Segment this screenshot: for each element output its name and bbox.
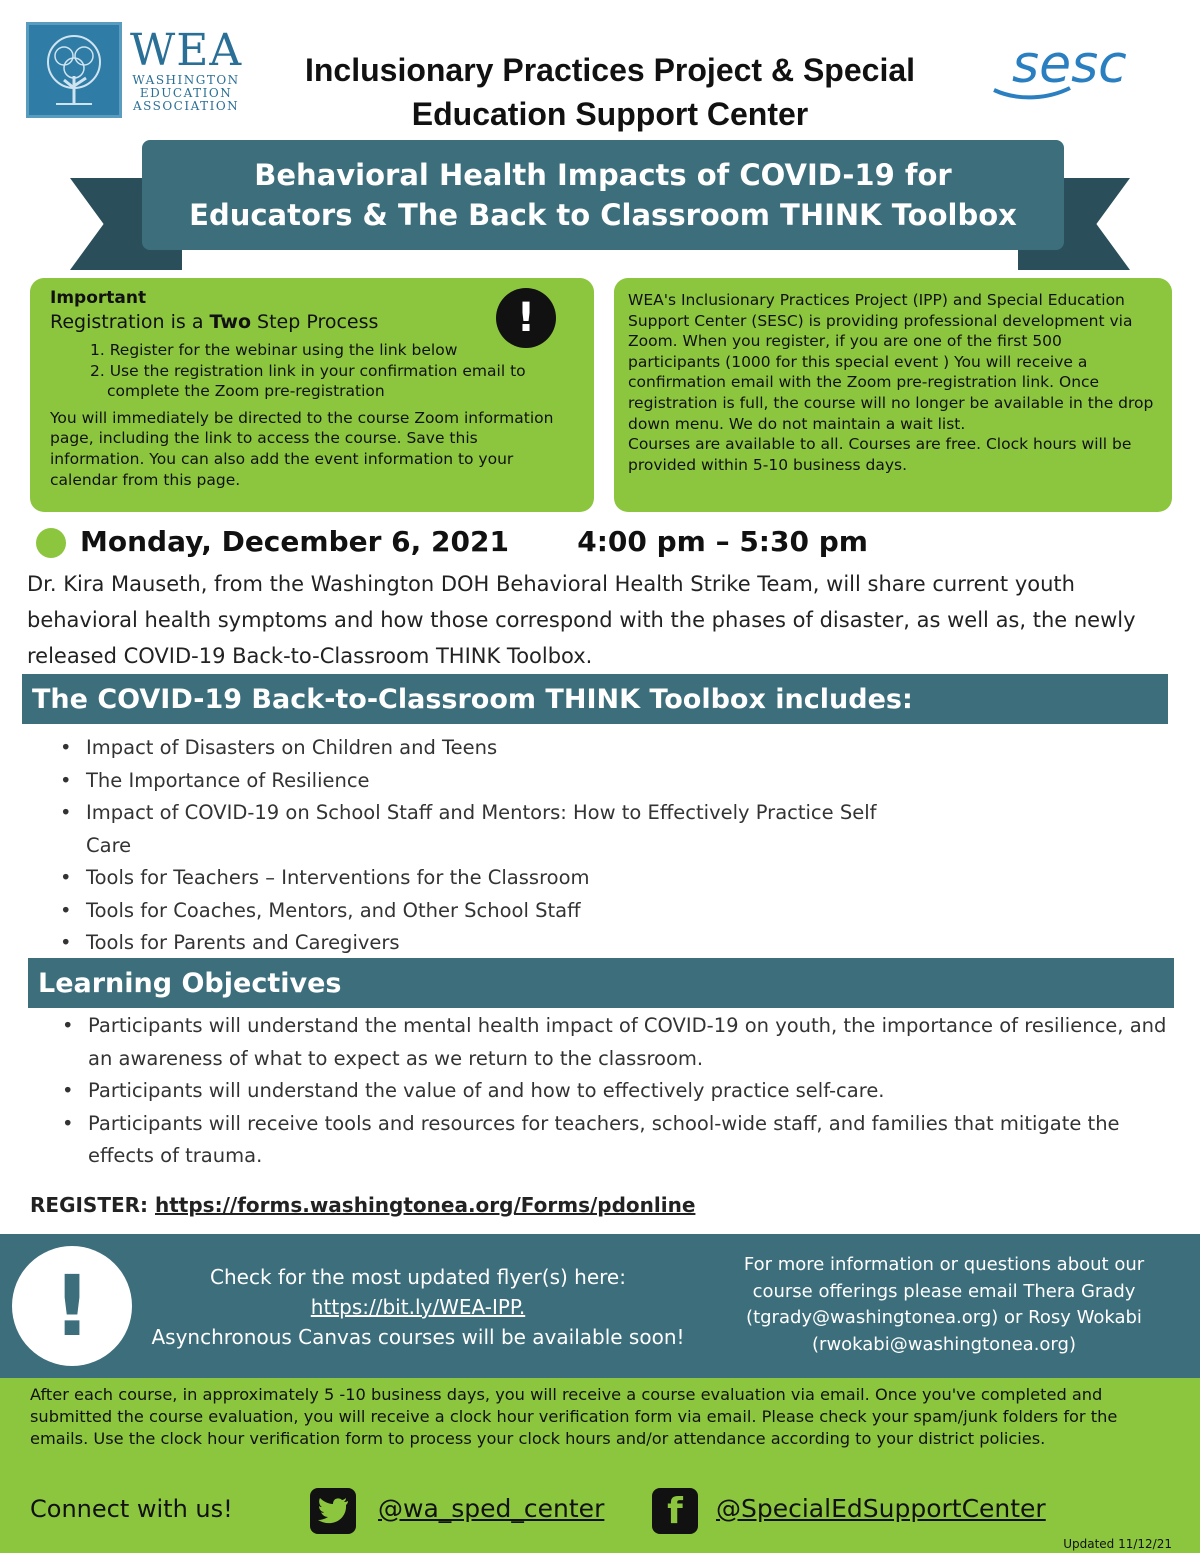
banner-title-line2: Educators & The Back to Classroom THINK Toolbox (189, 198, 1017, 232)
registration-step: 1. Register for the webinar using the link below (90, 341, 458, 359)
twitter-bird-icon[interactable] (310, 1488, 356, 1534)
event-time: 4:00 pm – 5:30 pm (577, 525, 868, 558)
twitter-handle-link[interactable]: @wa_sped_center (378, 1494, 605, 1523)
facebook-f-icon[interactable]: f (652, 1488, 698, 1534)
objectives-heading: Learning Objectives (28, 958, 1174, 1008)
program-info-box (614, 278, 1172, 512)
wea-logo-wordmark: WEA (130, 24, 243, 76)
page-title-line2: Education Support Center (411, 96, 809, 132)
objectives-list (62, 1010, 1172, 1173)
register-link[interactable]: https://forms.washingtonea.org/Forms/pdonline (155, 1193, 696, 1217)
wea-logo-line3: ASSOCIATION (132, 98, 240, 113)
evaluation-paragraph: After each course, in approximately 5 -10 business days, you will receive a course evaluation via email. Once you've completed and submitted the course evaluation, you will receive a clock hour verification form via email. Please check your spam/junk folders for the emails. Use the clock hour verification form to process your clock hours and/or attendance according to your district policies. (30, 1385, 1118, 1448)
list-item: • Participants will understand the mental health impact of COVID-19 on youth, the importance of resilience, and an awareness of what to expect as we return to the classroom. (62, 1010, 1172, 1075)
tree-logo-icon (26, 22, 122, 118)
toolbox-heading: The COVID-19 Back-to-Classroom THINK Toolbox includes: (22, 674, 1168, 724)
facebook-handle-link[interactable]: @SpecialEdSupportCenter (716, 1494, 1046, 1523)
exclamation-icon: ! (496, 288, 556, 348)
sesc-logo (990, 36, 1150, 106)
wea-logo-line2: EDUCATION (139, 85, 233, 100)
list-item: • Tools for Coaches, Mentors, and Other School Staff (60, 895, 880, 928)
wea-logo-line1: WASHINGTON (132, 72, 240, 87)
exclamation-icon: ! (12, 1246, 132, 1366)
list-item: • Tools for Teachers – Interventions for the Classroom (60, 862, 880, 895)
toolbox-list (60, 732, 880, 960)
event-banner (142, 140, 1064, 250)
connect-label: Connect with us! (30, 1495, 233, 1523)
registration-steps (90, 340, 576, 402)
list-item: • Impact of Disasters on Children and Teens (60, 732, 880, 765)
wea-logo (26, 22, 256, 118)
registration-two: Two (209, 311, 251, 333)
program-cost-paragraph: Courses are available to all. Courses are free. Clock hours will be provided within 5-10 business days. (628, 435, 1132, 474)
program-info-paragraph: WEA's Inclusionary Practices Project (IPP) and Special Education Support Center (SESC) is providing professional development via Zoom. When you register, if you are one of the first 500 participants (1000 for this special event ) You will receive a confirmation email with the Zoom pre-registration link. Once registration is full, the course will no longer be available in the drop down menu. We do not maintain a wait list. (628, 291, 1154, 433)
list-item: • Participants will receive tools and resources for teachers, school-wide staff, and families that mitigate the effects of trauma. (62, 1108, 1172, 1173)
important-heading: Important (50, 288, 147, 308)
date-bullet-icon (36, 528, 66, 558)
list-item: • The Importance of Resilience (60, 765, 880, 798)
list-item: • Participants will understand the value of and how to effectively practice self-care. (62, 1075, 1172, 1108)
flyer-check-text: Check for the most updated flyer(s) here: (210, 1265, 626, 1289)
async-notice: Asynchronous Canvas courses will be available soon! (151, 1325, 685, 1349)
flyer-link[interactable]: https://bit.ly/WEA-IPP. (310, 1295, 526, 1319)
sesc-wave-icon (990, 36, 1150, 106)
register-label: REGISTER: (30, 1193, 149, 1217)
page-title-line1: Inclusionary Practices Project & Special (304, 52, 916, 88)
sesc-wordmark: sesc (1012, 36, 1127, 95)
registration-suffix: Step Process (251, 311, 379, 333)
flyer-info (140, 1262, 696, 1352)
list-item: • Tools for Parents and Caregivers (60, 927, 880, 960)
page-title (270, 48, 950, 136)
event-date: Monday, December 6, 2021 (80, 525, 509, 558)
registration-step: 2. Use the registration link in your confirmation email to complete the Zoom pre-registration (90, 361, 526, 401)
updated-date: Updated 11/12/21 (1063, 1537, 1172, 1551)
registration-prefix: Registration is a (50, 311, 210, 333)
list-item: • Impact of COVID-19 on School Staff and Mentors: How to Effectively Practice Self Care (60, 797, 880, 862)
register-line (30, 1190, 695, 1220)
event-description: Dr. Kira Mauseth, from the Washington DOH Behavioral Health Strike Team, will share current youth behavioral health symptoms and how those correspond with the phases of disaster, as well as, the newly released COVID-19 Back-to-Classroom THINK Toolbox. (27, 572, 1136, 668)
contact-info: For more information or questions about our course offerings please email Thera Grady (tgrady@washingtonea.org) or Rosy Wokabi (rwokabi@washingtonea.org) (743, 1254, 1145, 1355)
event-datetime (80, 522, 868, 562)
important-paragraph: You will immediately be directed to the course Zoom information page, including the link to access the course. Save this information. You can also add the event information to your calendar from this page. (50, 408, 554, 489)
banner-title-line1: Behavioral Health Impacts of COVID-19 for (254, 158, 952, 192)
